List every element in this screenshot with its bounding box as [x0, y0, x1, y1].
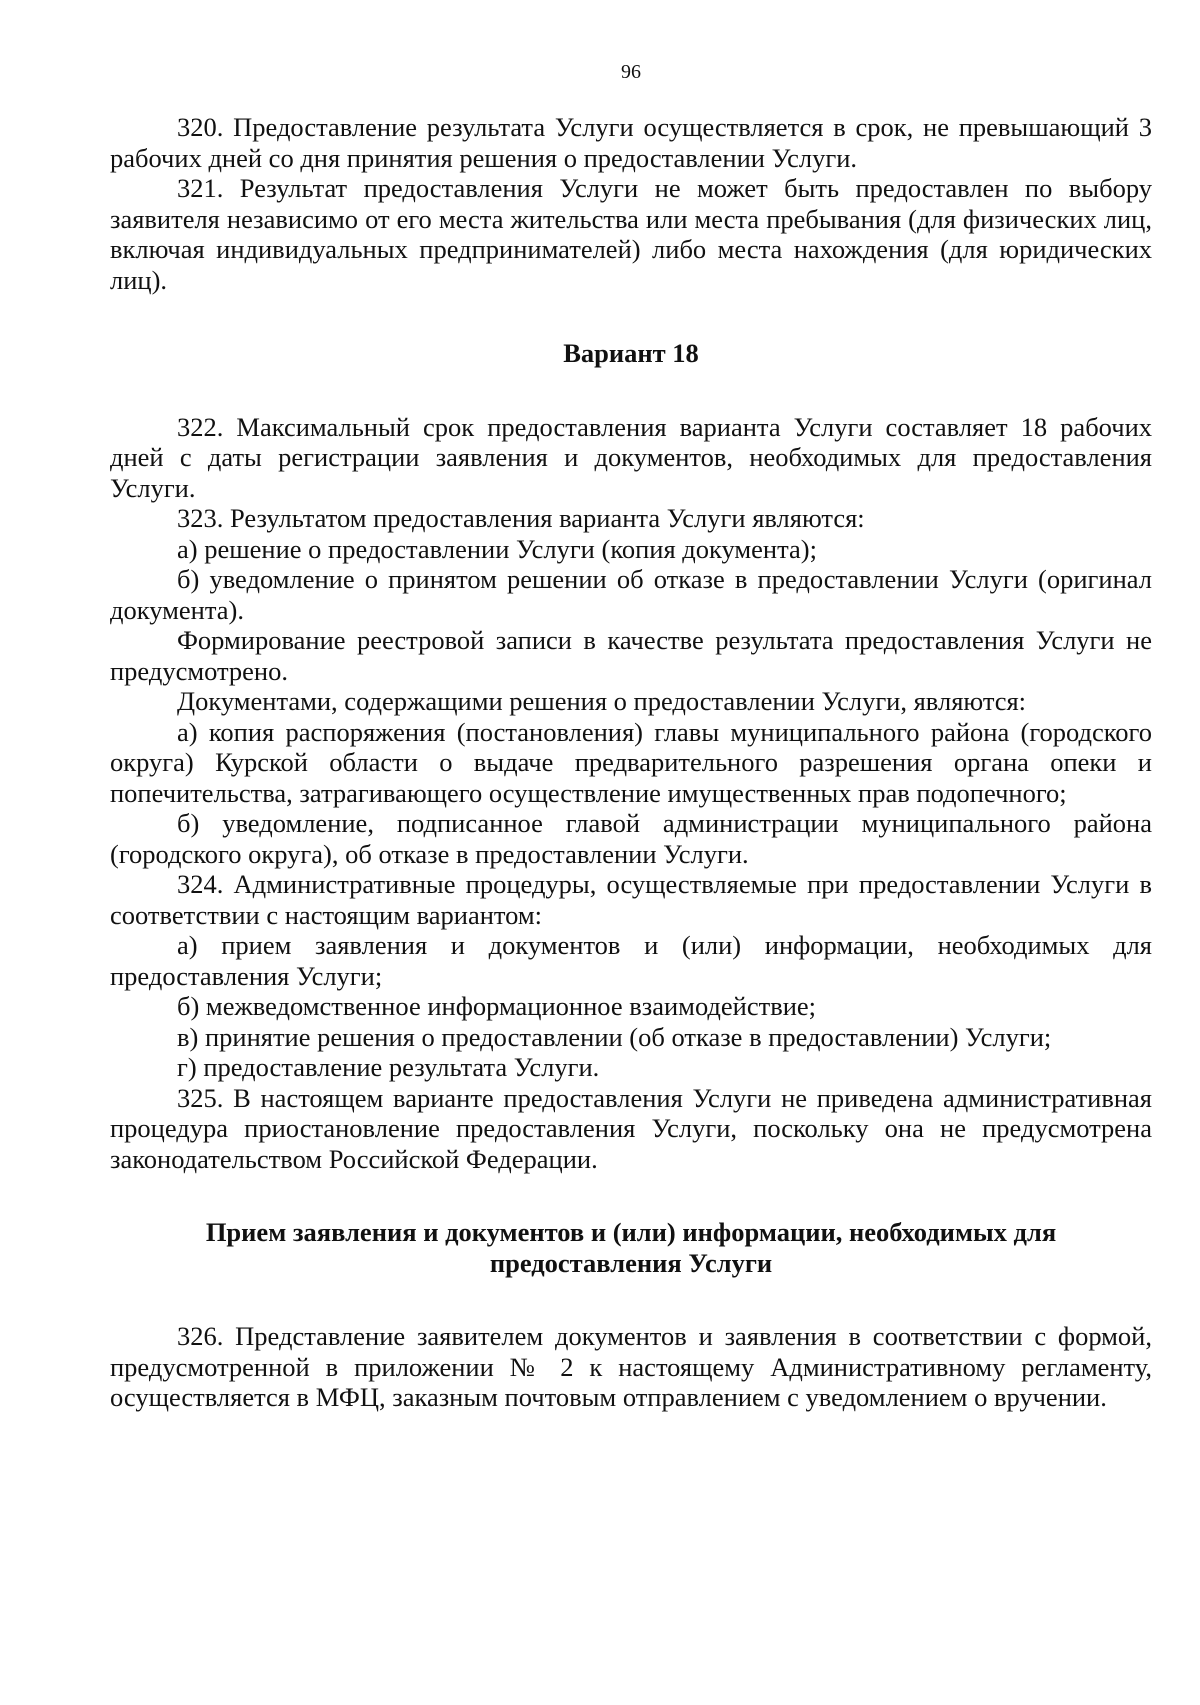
- list-item-324-b: б) межведомственное информационное взаимодействие;: [177, 991, 817, 1021]
- document-body: [110, 112, 1152, 1413]
- list-item-323-a: а) решение о предоставлении Услуги (копия документа);: [177, 533, 817, 564]
- list-item-documents-a: а) копия распоряжения (постановления) главы муниципального района (городского округа) Курской области о выдаче предварительного разрешения органа опеки и попечительства, затрагивающего осуществление имущественных прав подопечного;: [110, 716, 1152, 808]
- section-heading-reception-line-1: Прием заявления и документов и (или) информации, необходимых для: [205, 1217, 1057, 1247]
- list-item-324-a: а) прием заявления и документов и (или) информации, необходимых для предоставления Услуги;: [110, 930, 1152, 991]
- paragraph-326: 326. Представление заявителем документов и заявления в соответствии с формой, предусмотренной в приложении № 2 к настоящему Административному регламенту, осуществляется в МФЦ, заказным почтовым отправлением с уведомлением о вручении.: [110, 1321, 1152, 1412]
- list-item-323-b: б) уведомление о принятом решении об отказе в предоставлении Услуги (оригинал документа).: [110, 564, 1152, 625]
- variant-18-section: [110, 412, 1152, 1175]
- paragraph-322: 322. Максимальный срок предоставления варианта Услуги составляет 18 рабочих дней с даты регистрации заявления и документов, необходимых для предоставления Услуги.: [110, 411, 1152, 503]
- page-number: 96: [621, 61, 641, 83]
- list-item-documents-b: б) уведомление, подписанное главой администрации муниципального района (городского округа), об отказе в предоставлении Услуги.: [110, 808, 1152, 869]
- paragraph-decision-documents: Документами, содержащими решения о предоставлении Услуги, являются:: [177, 686, 1027, 716]
- paragraph-registry-record: Формирование реестровой записи в качестве результата предоставления Услуги не предусмотрено.: [110, 625, 1152, 686]
- paragraph-323: 323. Результатом предоставления варианта Услуги являются:: [177, 503, 865, 533]
- section-heading-reception-line-2: предоставления Услуги: [489, 1247, 773, 1278]
- reception-section: [110, 1321, 1152, 1413]
- paragraph-325: 325. В настоящем варианте предоставления Услуги не приведена административная процедура приостановление предоставления Услуги, поскольку она не предусмотрена законодательством Российской Федерации.: [110, 1082, 1152, 1174]
- paragraph-320: 320. Предоставление результата Услуги осуществляется в срок, не превышающий 3 рабочих дней со дня принятия решения о предоставлении Услуги.: [110, 112, 1152, 173]
- list-item-324-c: в) принятие решения о предоставлении (об отказе в предоставлении) Услуги;: [177, 1021, 1052, 1052]
- section-heading-variant-18: Вариант 18: [563, 338, 699, 368]
- list-item-324-d: г) предоставление результата Услуги.: [177, 1052, 600, 1082]
- section-heading-reception: [110, 1217, 1152, 1278]
- paragraph-321: 321. Результат предоставления Услуги не может быть предоставлен по выбору заявителя независимо от его места жительства или места пребывания (для физических лиц, включая индивидуальных предпринимателей) либо места нахождения (для юридических лиц).: [110, 173, 1152, 295]
- paragraph-324: 324. Административные процедуры, осуществляемые при предоставлении Услуги в соответствии с настоящим вариантом:: [110, 869, 1152, 930]
